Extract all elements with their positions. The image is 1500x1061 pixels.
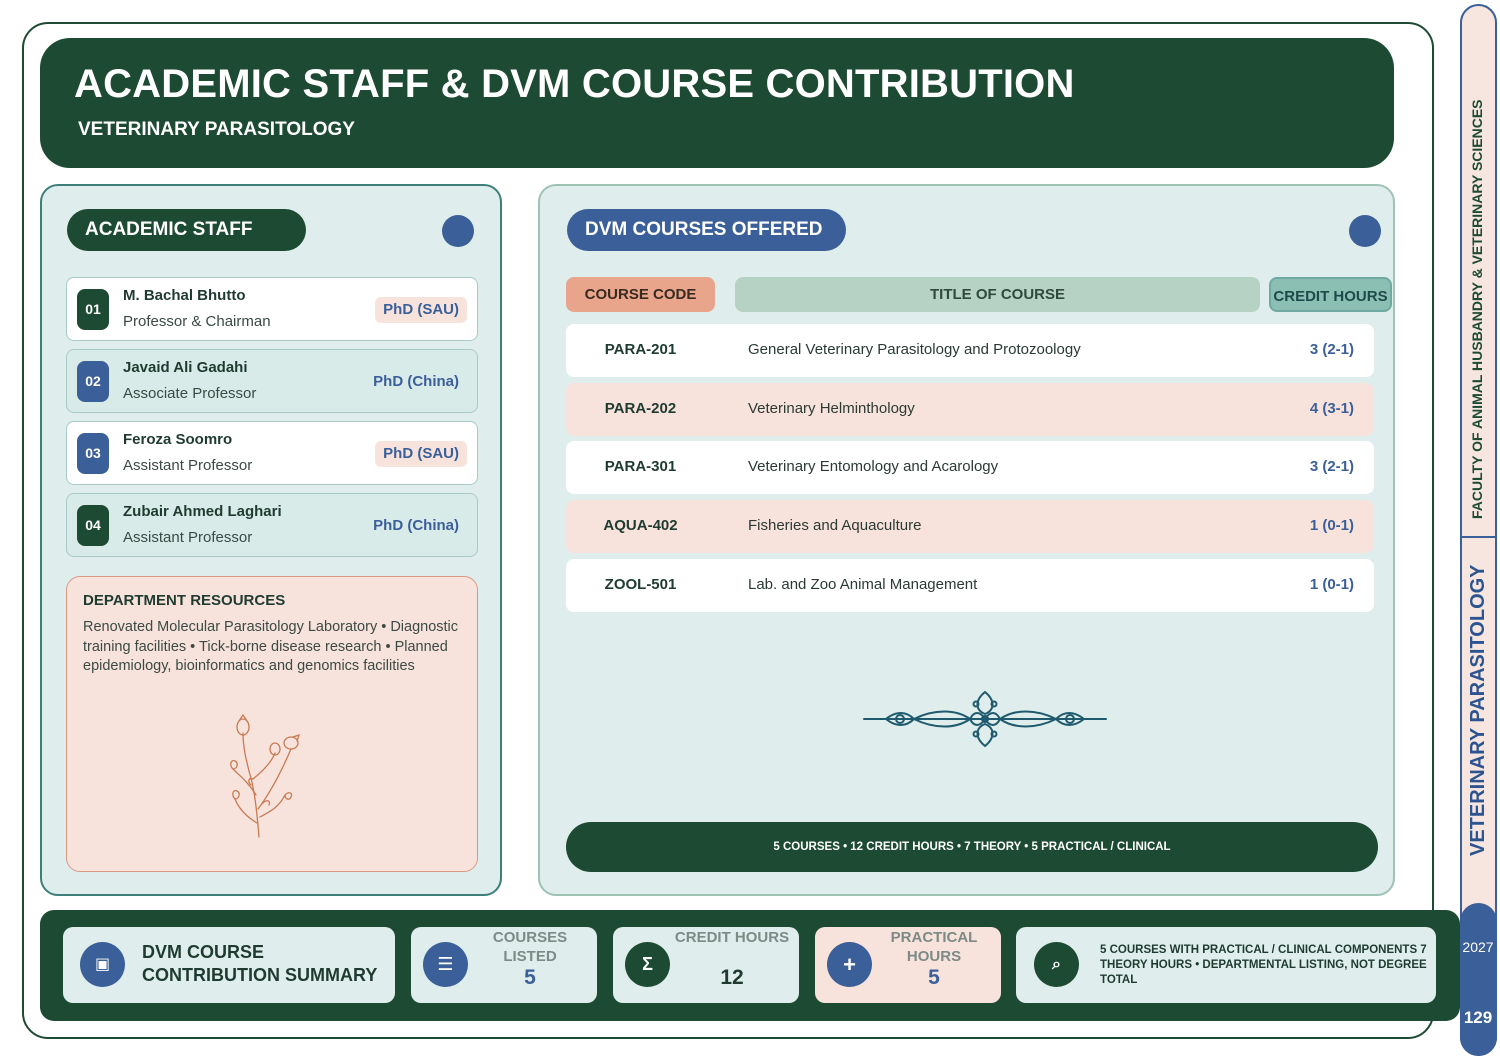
- table-row: [566, 441, 1374, 494]
- staff-role: Assistant Professor: [123, 457, 253, 474]
- staff-card: [66, 421, 478, 485]
- staff-role: Professor & Chairman: [123, 313, 271, 330]
- staff-degree-badge: PhD (SAU): [375, 297, 467, 323]
- academic-staff-panel: [40, 184, 502, 896]
- course-title: Lab. and Zoo Animal Management: [748, 576, 978, 593]
- course-code: PARA-202: [604, 400, 677, 417]
- stat-label: CREDIT HOURS: [674, 929, 790, 946]
- staff-name: Zubair Ahmed Laghari: [123, 503, 282, 520]
- dvm-courses-panel: [538, 184, 1395, 896]
- dvm-courses-heading: DVM COURSES OFFERED: [567, 209, 846, 251]
- contribution-summary-strip: [40, 910, 1460, 1021]
- staff-card: [66, 349, 478, 413]
- circle-dot-icon: [1349, 215, 1381, 247]
- decorative-ornament-icon: [862, 688, 1108, 750]
- department-resources-box: [66, 576, 478, 872]
- course-title: Veterinary Helminthology: [748, 400, 915, 417]
- stat-card-courses: [411, 927, 597, 1003]
- stat-value: 5: [524, 966, 536, 989]
- page-subtitle: VETERINARY PARASITOLOGY: [78, 119, 355, 140]
- course-credit: 3 (2-1): [1309, 341, 1354, 358]
- circle-dot-icon: [442, 215, 474, 247]
- spine-divider: [1462, 536, 1496, 538]
- summary-square-icon: ▣: [80, 942, 125, 987]
- summary-title: DVM COURSE CONTRIBUTION SUMMARY: [142, 942, 378, 985]
- flower-illustration-icon: [227, 713, 307, 839]
- staff-degree-badge: PhD (China): [373, 373, 459, 390]
- sigma-icon: Σ: [625, 942, 670, 987]
- table-row: [566, 383, 1374, 436]
- course-title: Fisheries and Aquaculture: [748, 517, 922, 534]
- staff-name: Javaid Ali Gadahi: [123, 359, 248, 376]
- plus-icon: +: [827, 942, 872, 987]
- page-title: ACADEMIC STAFF & DVM COURSE CONTRIBUTION: [74, 62, 1075, 106]
- course-credit: 4 (3-1): [1309, 400, 1354, 417]
- stat-card-credit-hours: [613, 927, 799, 1003]
- course-credit: 1 (0-1): [1309, 517, 1354, 534]
- staff-name: M. Bachal Bhutto: [123, 287, 246, 304]
- page-number: 129: [1463, 1008, 1493, 1027]
- spine-department-label: VETERINARY PARASITOLOGY: [1467, 564, 1489, 856]
- course-code: PARA-301: [604, 458, 677, 475]
- table-row: [566, 500, 1374, 553]
- stat-value: 12: [720, 966, 744, 989]
- staff-role: Assistant Professor: [123, 529, 253, 546]
- staff-degree-badge: PhD (SAU): [375, 441, 467, 467]
- table-row: [566, 324, 1374, 377]
- course-code: PARA-201: [604, 341, 677, 358]
- spine-faculty-label: FACULTY OF ANIMAL HUSBANDRY & VETERINARY SCIENCES: [1469, 99, 1485, 519]
- stat-label: COURSES LISTED: [492, 929, 568, 965]
- staff-number-badge: 02: [77, 361, 109, 402]
- stat-value: 5: [928, 966, 940, 989]
- spine-year: 2027: [1462, 939, 1494, 955]
- staff-card: [66, 493, 478, 557]
- course-title: General Veterinary Parasitology and Protozoology: [748, 341, 1081, 358]
- resources-text: Renovated Molecular Parasitology Laboratory • Diagnostic training facilities • Tick-borne disease research • Planned epidemiology, bioinformatics and genomics facilities: [83, 619, 459, 674]
- page-header: [40, 38, 1394, 168]
- staff-name: Feroza Soomro: [123, 431, 233, 448]
- staff-number-badge: 04: [77, 505, 109, 546]
- stat-card-practical-hours: [815, 927, 1001, 1003]
- resources-heading: DEPARTMENT RESOURCES: [83, 592, 286, 609]
- staff-role: Associate Professor: [123, 385, 257, 402]
- courses-summary-bar: 5 COURSES • 12 CREDIT HOURS • 7 THEORY • 5 PRACTICAL / CLINICAL: [566, 822, 1378, 872]
- spine-footer-block: [1460, 903, 1497, 1056]
- column-header-course-title: TITLE OF COURSE: [735, 277, 1260, 312]
- staff-card: [66, 277, 478, 341]
- course-credit: 3 (2-1): [1309, 458, 1354, 475]
- course-code: ZOOL-501: [604, 576, 677, 593]
- staff-degree-badge: PhD (China): [373, 517, 459, 534]
- list-icon: ☰: [423, 942, 468, 987]
- table-row: [566, 559, 1374, 612]
- stat-label: PRACTICAL HOURS: [890, 929, 978, 965]
- summary-note: 5 COURSES WITH PRACTICAL / CLINICAL COMPONENTS 7 THEORY HOURS • DEPARTMENTAL LISTING, NOT DEGREE TOTAL: [1100, 944, 1427, 986]
- summary-note-card: [1016, 927, 1436, 1003]
- column-header-course-code: COURSE CODE: [566, 277, 715, 312]
- staff-number-badge: 01: [77, 289, 109, 330]
- course-credit: 1 (0-1): [1309, 576, 1354, 593]
- column-header-credit-hours: CREDIT HOURS: [1269, 277, 1392, 312]
- course-title: Veterinary Entomology and Acarology: [748, 458, 999, 475]
- search-icon: ⌕: [1034, 942, 1079, 987]
- academic-staff-heading: ACADEMIC STAFF: [67, 209, 306, 251]
- staff-number-badge: 03: [77, 433, 109, 474]
- course-code: AQUA-402: [603, 517, 678, 534]
- summary-title-card: [63, 927, 395, 1003]
